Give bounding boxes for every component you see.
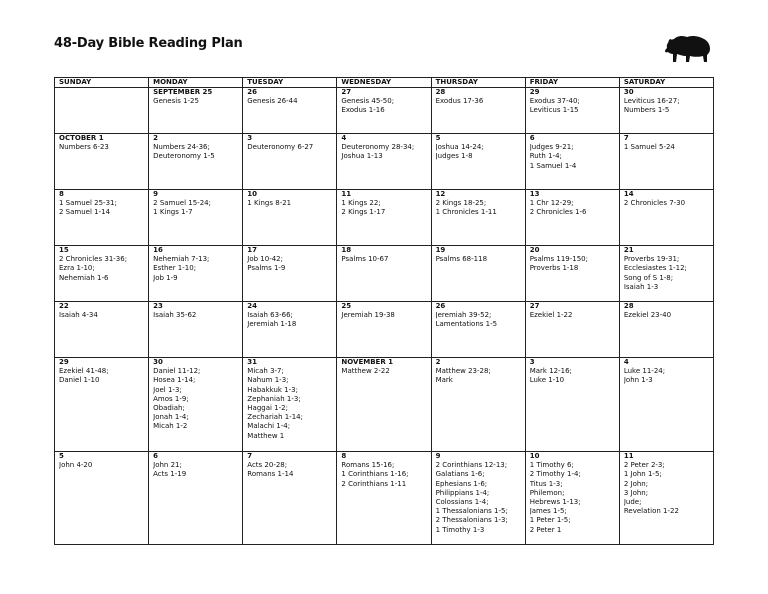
day-label: 9 [435,452,441,460]
day-cell [337,358,431,452]
reading-line: Genesis 26-44 [247,97,298,106]
day-label: 8 [59,190,64,198]
day-label: 10 [247,190,258,198]
reading-line: Judges 1-8 [435,152,473,161]
day-label: 16 [153,246,163,254]
reading-line: Hebrews 1-13; [529,498,581,507]
day-label: 2 [153,134,159,142]
day-cell [619,358,713,452]
day-label: 28 [435,88,446,96]
reading-line: Zephaniah 1-3; [247,394,301,403]
reading-line: 1 Chronicles 1-11 [435,208,497,217]
day-cell [619,88,713,134]
day-cell [55,302,149,358]
day-label: 27 [341,88,352,96]
reading-line: Lamentations 1-5 [435,320,498,329]
day-cell [431,134,525,190]
reading-line: Nehemiah 1-6 [59,273,109,282]
reading-line: Exodus 1-16 [341,106,385,115]
day-label: 7 [623,134,629,142]
reading-line: Micah 3-7; [247,367,284,376]
reading-line: 1 Kings 8-21 [247,199,292,208]
reading-line: Romans 1-14 [247,470,294,479]
reading-line: Jeremiah 19-38 [341,311,395,320]
day-label: 18 [341,246,352,254]
reading-line: 1 Samuel 5-24 [623,143,675,152]
day-cell [337,302,431,358]
day-cell [55,190,149,246]
reading-line: Numbers 1-5 [623,106,670,115]
day-cell [243,246,337,302]
week-row [55,246,714,302]
day-label: NOVEMBER 1 [341,358,394,366]
day-cell [619,190,713,246]
reading-line: Jeremiah 1-18 [247,320,297,329]
reading-line: Luke 11-24; [623,367,666,376]
day-cell [55,358,149,452]
reading-line: Daniel 11-12; [153,367,201,376]
day-cell [431,88,525,134]
day-label: 29 [529,88,540,96]
reading-line: Zechariah 1-14; [247,413,303,422]
day-cell [525,302,619,358]
day-label: 14 [623,190,634,198]
day-cell [149,246,243,302]
reading-line: 2 Corinthians 12-13; [435,461,508,470]
day-cell [149,134,243,190]
reading-line: Jude; [623,498,642,507]
reading-line: Job 1-9 [153,273,178,282]
reading-line: Deuteronomy 1-5 [153,152,215,161]
day-label: 25 [341,302,352,310]
reading-line: John 4-20 [59,461,93,470]
day-label: 9 [153,190,159,198]
weekday-header: TUESDAY [243,78,337,88]
reading-line: 1 John 1-5; [623,470,662,479]
reading-line: 2 Kings 18-25; [435,199,487,208]
reading-calendar [54,77,714,545]
reading-line: 1 Chr 12-29; [529,199,574,208]
reading-line: Proverbs 19-31; [623,255,680,264]
reading-line: John 1-3 [623,376,653,385]
reading-line: 1 Thessalonians 1-5; [435,507,508,516]
reading-line: Jeremiah 39-52; [435,311,492,320]
day-label: 12 [435,190,446,198]
weekday-header: SATURDAY [619,78,713,88]
reading-line: 2 Chronicles 1-6 [529,208,587,217]
day-cell [525,358,619,452]
reading-line: Micah 1-2 [153,422,188,431]
reading-line: Jonah 1-4; [153,413,189,422]
day-label: 24 [247,302,258,310]
day-cell [55,134,149,190]
week-row [55,302,714,358]
day-cell [525,190,619,246]
week-row [55,88,714,134]
day-cell [431,246,525,302]
day-cell [619,452,713,545]
reading-line: 2 Chronicles 31-36; [59,255,128,264]
day-label: 30 [153,358,163,366]
reading-line: Hosea 1-14; [153,376,196,385]
reading-line: Job 10-42; [247,255,283,264]
day-label: 22 [59,302,69,310]
reading-line: Daniel 1-10 [59,376,100,385]
reading-line: Deuteronomy 28-34; [341,143,415,152]
day-cell [243,302,337,358]
reading-line: 2 Kings 1-17 [341,208,386,217]
day-label: 7 [247,452,253,460]
reading-line: Ezra 1-10; [59,264,95,273]
reading-line: Philippians 1-4; [435,488,490,497]
reading-line: James 1-5; [529,507,567,516]
day-cell [337,452,431,545]
reading-line: Ephesians 1-6; [435,479,488,488]
reading-line: 2 Timothy 1-4; [529,470,581,479]
reading-line: Acts 20-28; [247,461,288,470]
day-cell [431,302,525,358]
reading-line: Joel 1-3; [153,385,182,394]
day-label: 13 [529,190,540,198]
day-label: 23 [153,302,163,310]
reading-line: 2 Thessalonians 1-3; [435,516,508,525]
reading-line: 1 Corinthians 1-16; [341,470,409,479]
day-cell [149,358,243,452]
day-cell [149,302,243,358]
day-label: 4 [341,134,347,142]
reading-line: Ruth 1-4; [529,152,562,161]
reading-line: John 21; [153,461,182,470]
weekday-header: THURSDAY [431,78,525,88]
reading-line: Matthew 23-28; [435,367,491,376]
reading-line: 3 John; [623,488,649,497]
page-title: 48-Day Bible Reading Plan [54,36,243,51]
day-cell [55,452,149,545]
day-cell [337,88,431,134]
reading-line: Ezekiel 23-40 [623,311,672,320]
reading-line: 2 Corinthians 1-11 [341,479,407,488]
day-cell [55,246,149,302]
day-label: 21 [623,246,634,254]
day-cell [431,358,525,452]
reading-line: Numbers 24-36; [153,143,210,152]
day-cell [149,452,243,545]
day-label: SEPTEMBER 25 [153,88,213,96]
day-label: 5 [435,134,441,142]
reading-line: Malachi 1-4; [247,422,291,431]
reading-line: Acts 1-19 [153,470,187,479]
day-label: 26 [247,88,258,96]
day-cell [525,246,619,302]
reading-line: Titus 1-3; [529,479,563,488]
reading-line: Colossians 1-4; [435,498,489,507]
reading-line: 2 Chronicles 7-30 [623,199,686,208]
day-cell [243,190,337,246]
day-cell [525,452,619,545]
weekday-header-row [55,78,714,88]
weekday-header: MONDAY [149,78,243,88]
day-label: 26 [435,302,446,310]
day-label: 6 [153,452,159,460]
reading-line: Genesis 45-50; [341,97,395,106]
reading-line: 2 Peter 2-3; [623,461,665,470]
reading-line: 1 Samuel 25-31; [59,199,117,208]
reading-line: Judges 9-21; [529,143,574,152]
week-row [55,134,714,190]
reading-line: 2 Peter 1 [529,525,562,534]
bison-icon [663,34,713,64]
reading-line: 1 Samuel 1-4 [529,161,577,170]
day-cell [55,88,149,134]
reading-line: Deuteronomy 6-27 [247,143,314,152]
reading-line: 1 Kings 22; [341,199,381,208]
day-label: 11 [623,452,634,460]
reading-line: Psalms 1-9 [247,264,286,273]
day-label: 10 [529,452,540,460]
week-row [55,358,714,452]
day-cell [337,190,431,246]
day-label: 2 [435,358,441,366]
reading-line: Ezekiel 41-48; [59,367,109,376]
reading-line: Habakkuk 1-3; [247,385,298,394]
weekday-header: WEDNESDAY [337,78,431,88]
day-cell [431,190,525,246]
day-cell [619,246,713,302]
day-label: 19 [435,246,446,254]
reading-line: 2 John; [623,479,649,488]
reading-line: Romans 15-16; [341,461,395,470]
reading-line: Genesis 1-25 [153,97,199,106]
week-row [55,190,714,246]
day-label: 15 [59,246,69,254]
reading-line: Galatians 1-6; [435,470,485,479]
day-cell [525,88,619,134]
reading-line: Leviticus 16-27; [623,97,680,106]
reading-line: Psalms 10-67 [341,255,389,264]
day-cell [243,358,337,452]
day-cell [431,452,525,545]
day-label: 8 [341,452,347,460]
day-label: 3 [529,358,535,366]
reading-line: Joshua 1-13 [341,152,383,161]
day-label: 11 [341,190,352,198]
day-label: 20 [529,246,540,254]
reading-line: Mark [435,376,453,385]
day-label: 30 [623,88,634,96]
reading-line: Isaiah 35-62 [153,311,197,320]
day-label: 27 [529,302,540,310]
reading-line: Ecclesiastes 1-12; [623,264,687,273]
reading-line: 2 Samuel 15-24; [153,199,211,208]
reading-line: Philemon; [529,488,565,497]
reading-line: 2 Samuel 1-14 [59,208,111,217]
reading-line: 1 Timothy 6; [529,461,574,470]
day-cell [243,134,337,190]
day-cell [243,452,337,545]
weekday-header: FRIDAY [525,78,619,88]
reading-line: Nahum 1-3; [247,376,289,385]
reading-line: Exodus 37-40; [529,97,580,106]
day-label: 5 [59,452,64,460]
reading-line: Leviticus 1-15 [529,106,579,115]
day-cell [337,134,431,190]
day-cell [525,134,619,190]
reading-line: Nehemiah 7-13; [153,255,210,264]
day-label: 28 [623,302,634,310]
reading-line: Joshua 14-24; [435,143,484,152]
reading-line: Numbers 6-23 [59,143,109,152]
reading-line: 1 Kings 1-7 [153,208,193,217]
weekday-header: SUNDAY [55,78,149,88]
reading-line: Haggai 1-2; [247,404,288,413]
day-cell [619,134,713,190]
reading-line: Luke 1-10 [529,376,565,385]
reading-line: Revelation 1-22 [623,507,679,516]
day-cell [149,88,243,134]
reading-line: Amos 1-9; [153,394,189,403]
reading-line: 1 Peter 1-5; [529,516,571,525]
reading-line: 1 Timothy 1-3 [435,525,485,534]
reading-line: Matthew 1 [247,431,285,440]
day-cell [619,302,713,358]
reading-line: Isaiah 63-66; [247,311,293,320]
day-label: 17 [247,246,258,254]
reading-line: Psalms 68-118 [435,255,488,264]
day-label: 29 [59,358,69,366]
reading-line: Ezekiel 1-22 [529,311,573,320]
day-cell [243,88,337,134]
day-cell [149,190,243,246]
reading-line: Psalms 119-150; [529,255,588,264]
reading-line: Song of S 1-8; [623,273,674,282]
day-label: 4 [623,358,629,366]
reading-line: Obadiah; [153,404,185,413]
day-label: 6 [529,134,535,142]
reading-line: Isaiah 4-34 [59,311,98,320]
day-cell [337,246,431,302]
reading-line: Mark 12-16; [529,367,572,376]
reading-line: Isaiah 1-3 [623,282,659,291]
reading-line: Matthew 2-22 [341,367,390,376]
day-label: OCTOBER 1 [59,134,104,142]
week-row [55,452,714,545]
reading-line: Esther 1-10; [153,264,197,273]
day-label: 3 [247,134,253,142]
day-label: 31 [247,358,258,366]
reading-line: Exodus 17-36 [435,97,484,106]
reading-line: Proverbs 1-18 [529,264,579,273]
